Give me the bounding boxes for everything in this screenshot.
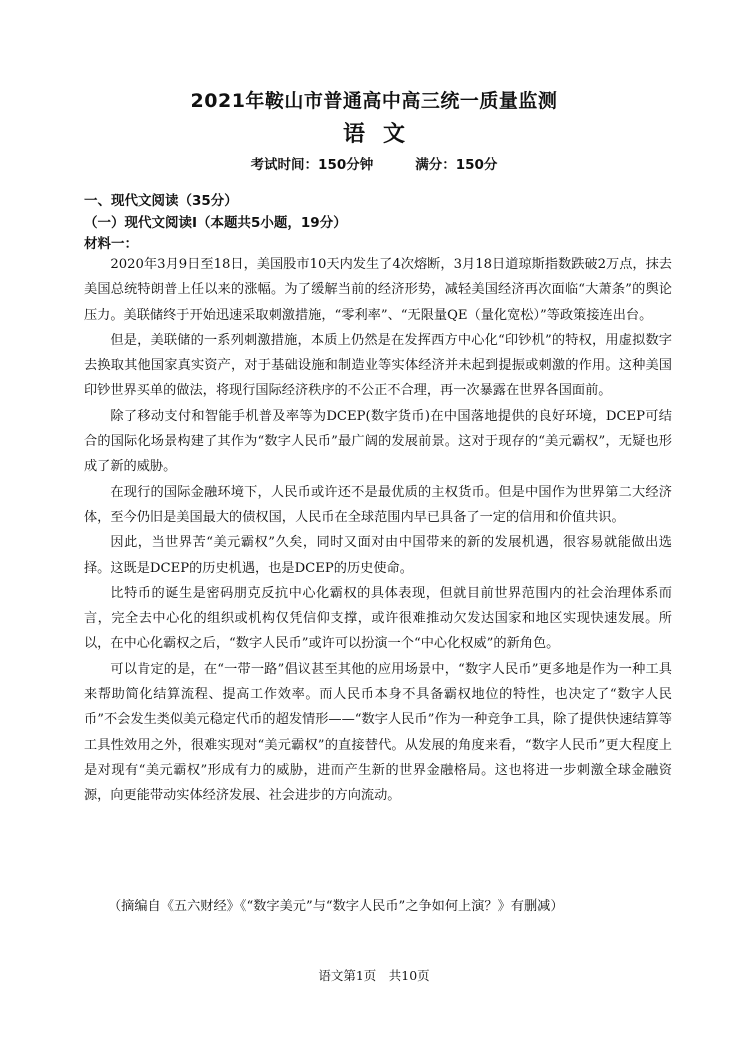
paragraph: 除了移动支付和智能手机普及率等为DCEP(数字货币)在中国落地提供的良好环境，DCEP可结合的国际化场景构建了其作为“数字人民币”最广阔的发展前景。这对于现存的“美元霸权”，无疑也形成了新的威胁。 — [84, 408, 672, 475]
paragraph: 2020年3月9日至18日，美国股市10天内发生了4次熔断，3月18日道琼斯指数跌破2万点，抹去美国总统特朗普上任以来的涨幅。为了缓解当前的经济形势，减轻美国经济再次面临“大萧条”的舆论压力。美联储终于开始迅速采取刺激措施，“零利率”、“无限量QE（量化宽松）”等政策接连出台。 — [84, 257, 672, 323]
material-label: 材料一： — [84, 236, 138, 252]
paragraph: 因此，当世界苦“美元霸权”久矣，同时又面对由中国带来的新的发展机遇，很容易就能做出选择。这既是DCEP的历史机遇，也是DCEP的历史使命。 — [84, 535, 672, 576]
exam-time: 考试时间：150分钟 — [250, 157, 374, 173]
section-heading-part1: 一、现代文阅读（35分） — [84, 193, 238, 209]
page-footer: 语文第1页 共10页 — [318, 968, 430, 983]
paragraph: 在现行的国际金融环境下，人民币或许还不是最优质的主权货币。但是中国作为世界第二大经济体，至今仍旧是美国最大的债权国，人民币在全球范围内早已具备了一定的信用和价值共识。 — [84, 484, 672, 525]
paragraph: 但是，美联储的一系列刺激措施，本质上仍然是在发挥西方中心化“印钞机”的特权，用虚拟数字去换取其他国家真实资产，对于基础设施和制造业等实体经济并未起到提振或刺激的作用。这种美国印钞世界买单的做法，将现行国际经济秩序的不公正不合理，再一次暴露在世界各国面前。 — [84, 332, 672, 399]
full-score: 满分：150分 — [415, 157, 498, 173]
paragraph: 可以肯定的是，在“一带一路”倡议甚至其他的应用场景中，“数字人民币”更多地是作为一种工具来帮助简化结算流程、提高工作效率。而人民币本身不具备霸权地位的特性，也决定了“数字人民币”不会发生类似美元稳定代币的超发情形——“数字人民币”作为一种竞争工具，除了提供快速结算等工具性效用之外，很难实现对“美元霸权”的直接替代。从发展的角度来看，“数字人民币”更大程度上是对现有“美元霸权”形成有力的威胁，进而产生新的世界金融格局。这也将进一步刺激全球金融资源，向更能带动实体经济发展、社会进步的方向流动。 — [84, 661, 672, 804]
exam-title: 2021年鞍山市普通高中高三统一质量监测 — [190, 90, 558, 112]
source-citation: （摘编自《五六财经》《“数字美元”与“数字人民币”之争如何上演？》有删减） — [108, 899, 564, 914]
exam-info — [0, 153, 748, 173]
section-heading-reading-1: （一）现代文阅读Ⅰ（本题共5小题，19分） — [84, 215, 347, 231]
paragraph: 比特币的诞生是密码朋克反抗中心化霸权的具体表现，但就目前世界范围内的社会治理体系而言，完全去中心化的组织或机构仅凭信仰支撑，或许很难推动欠发达国家和地区实现快速发展。所以，在中心化霸权之后，“数字人民币”或许可以扮演一个“中心化权威”的新角色。 — [84, 585, 672, 652]
subject-title: 语文 — [342, 122, 423, 147]
article-body — [84, 252, 672, 809]
